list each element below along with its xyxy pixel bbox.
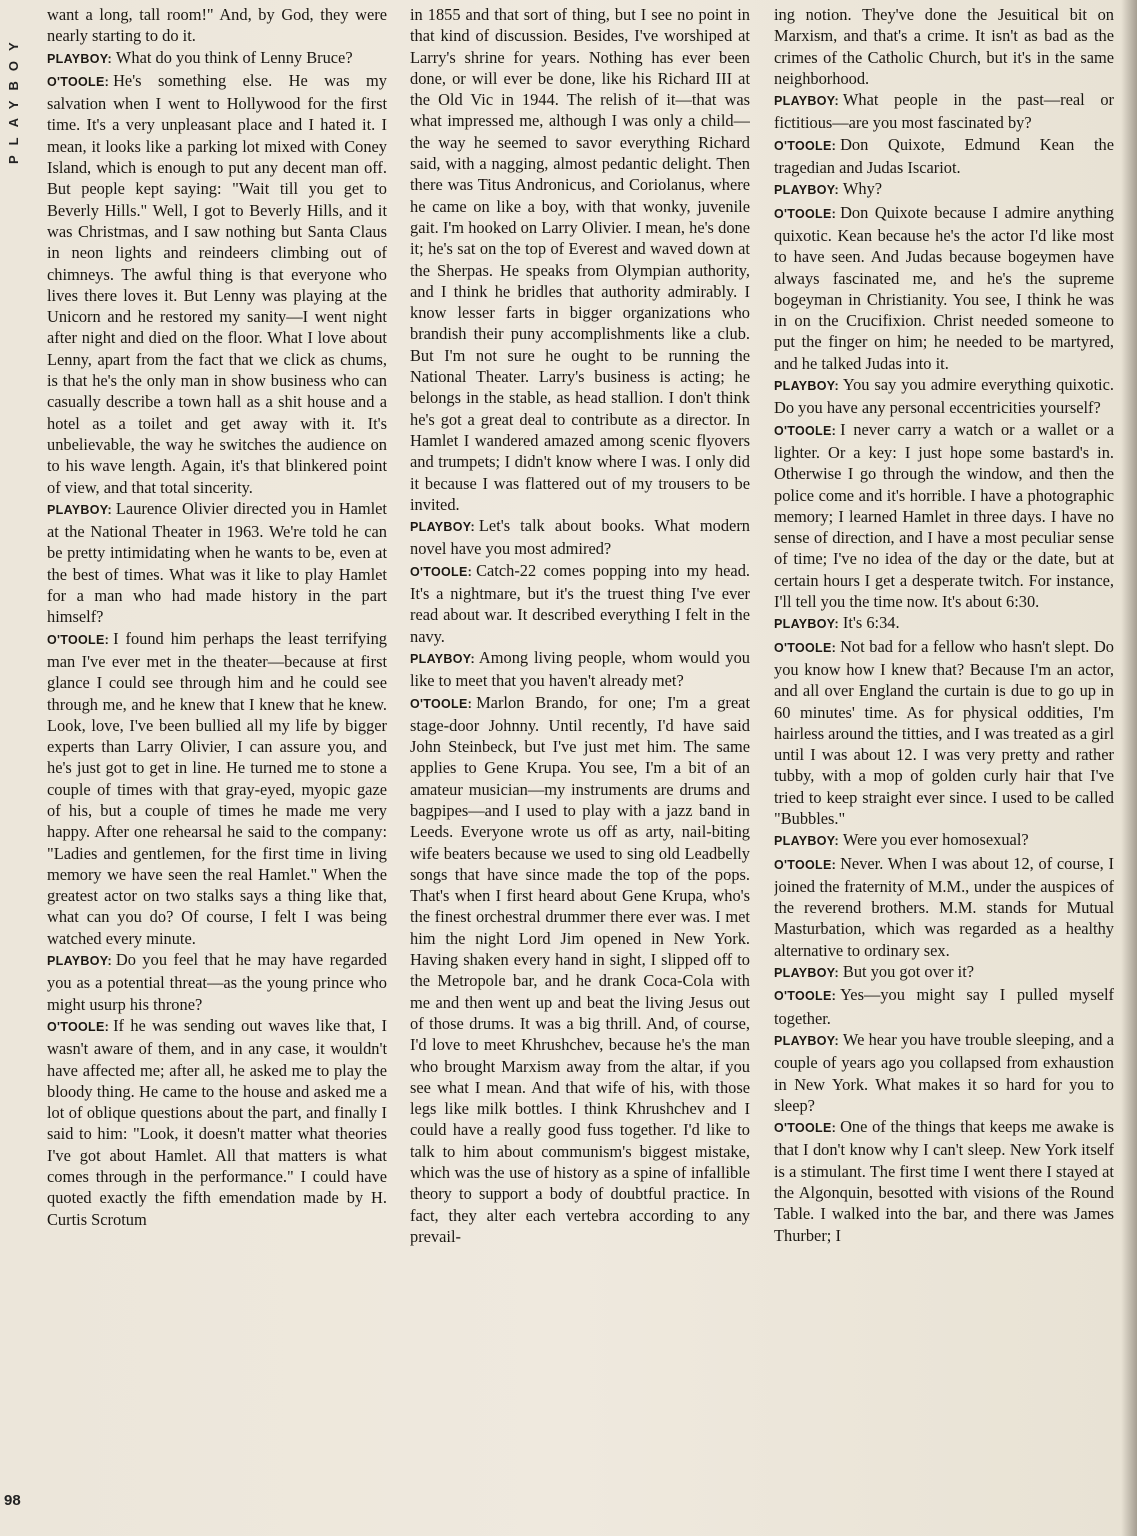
speaker-label: PLAYBOY: <box>774 1033 839 1048</box>
paragraph <box>774 89 1114 134</box>
speaker-label: PLAYBOY: <box>410 520 475 535</box>
paragraph-text: You say you admire everything quixotic. Do you have any personal eccentricities yourself? <box>774 375 1114 418</box>
paragraph <box>47 498 387 628</box>
speaker-label: PLAYBOY: <box>774 379 839 394</box>
paragraph-text: What people in the past—real or fictitious—are you most fascinated by? <box>774 90 1114 133</box>
text-column-1 <box>47 4 387 1534</box>
page-number: 98 <box>4 1492 21 1509</box>
speaker-label: O'TOOLE: <box>410 696 473 711</box>
running-head: PLAYBOY <box>6 32 21 164</box>
paragraph <box>774 636 1114 830</box>
paragraph <box>47 4 387 47</box>
paragraph-text: Do you feel that he may have regarded you as a potential threat—as the young prince who might usurp his throne? <box>47 950 387 1014</box>
paragraph-text: We hear you have trouble sleeping, and a couple of years ago you collapsed from exhaustion in New York. What makes it so hard for you to sleep? <box>774 1029 1114 1115</box>
paragraph <box>774 829 1114 852</box>
paragraph-text: He's something else. He was my salvation when I went to Hollywood for the first time. It's a very unpleasant place and I hated it. I mean, it looks like a parking lot mixed with Coney Island, which is enough to put any decent man off. But people kept saying: "Wait till you get to Beverly Hills." Well, I got to Beverly Hills, and it was Christmas, and I saw nothing but Santa Claus in neon lights and reindeers climbing out of chimneys. The awful thing is that everyone who lives there loves it. But Lenny was playing at the Unicorn and he restored my sanity—I went night after night and died on the floor. What I love about Lenny, apart from the fact that we click as chums, is that he's the only man in show business who can casually describe a town hall as a shit house and a hotel as a toilet and get away with it. It's unbelievable, the way he switches the audience on to his wave length. Again, it's that blinkered point of view, and that total sincerity. <box>47 70 387 497</box>
speaker-label: PLAYBOY: <box>47 954 112 969</box>
paragraph <box>774 202 1114 374</box>
paragraph <box>410 560 750 647</box>
speaker-label: PLAYBOY: <box>47 51 112 66</box>
paragraph-text: Don Quixote because I admire anything quixotic. Kean because he's the actor I'd like most to have seen. And Judas because bogeymen have always fascinated me, and he's the supreme bogeyman in Christianity. You see, I think he was in on the Crucifixion. Christ needed someone to put the finger on him; he needed to be martyred, and he talked Judas into it. <box>774 202 1114 373</box>
paragraph <box>774 4 1114 89</box>
speaker-label: PLAYBOY: <box>774 834 839 849</box>
paragraph <box>774 419 1114 613</box>
speaker-label: PLAYBOY: <box>47 502 112 517</box>
paragraph <box>47 949 387 1015</box>
paragraph-text: Yes—you might say I pulled myself together. <box>774 985 1114 1028</box>
speaker-label: PLAYBOY: <box>774 94 839 109</box>
paragraph-text: It's 6:34. <box>842 613 900 633</box>
paragraph-text: Don Quixote, Edmund Kean the tragedian and Judas Iscariot. <box>774 134 1114 178</box>
paragraph <box>774 612 1114 635</box>
paragraph-text: Let's talk about books. What modern novel have you most admired? <box>410 516 750 559</box>
speaker-label: O'TOOLE: <box>774 206 837 221</box>
speaker-label: O'TOOLE: <box>774 857 837 872</box>
paragraph-text: I never carry a watch or a wallet or a lighter. Or a key: I just hope some bastard's in. Otherwise I go through the window, and then the police come and it's horrible. I have a photographic memory; I learned Hamlet in three days. I have no sense of direction, and I have a most peculiar sense of time; I've no idea of the day or the date, but at certain hours I get a desperate twitch. For instance, I'll tell you the time now. It's about 6:30. <box>774 419 1114 612</box>
paragraph-text: want a long, tall room!" And, by God, they were nearly starting to do it. <box>47 5 387 46</box>
paragraph-text: Among living people, whom would you like to meet that you haven't already met? <box>410 647 750 691</box>
speaker-label: PLAYBOY: <box>774 183 839 198</box>
paragraph <box>47 47 387 70</box>
speaker-label: O'TOOLE: <box>47 632 110 647</box>
text-column-2 <box>410 4 750 1534</box>
paragraph <box>410 692 750 1248</box>
paragraph <box>47 70 387 498</box>
paragraph-text: Were you ever homosexual? <box>842 830 1029 850</box>
paragraph-text: Laurence Olivier directed you in Hamlet at the National Theater in 1963. We're told he can be pretty intimidating when he wants to be, even at the best of times. What was it like to play Hamlet for a man who had made history in the part himself? <box>47 498 387 627</box>
speaker-label: O'TOOLE: <box>47 1019 110 1034</box>
speaker-label: PLAYBOY: <box>410 651 475 666</box>
paragraph <box>774 1116 1114 1246</box>
speaker-label: O'TOOLE: <box>774 423 837 438</box>
paragraph <box>47 1015 387 1230</box>
paragraph-text: If he was sending out waves like that, I wasn't aware of them, and in any case, it wouldn't have affected me; after all, he asked me to play the bloody thing. He came to the house and asked me a lot of oblique questions about the part, and finally I said to him: "Look, it doesn't matter what theories I've got about Hamlet. All that matters is what comes through in the performance." I could have quoted exactly the fifth emendation made by H. Curtis Scrotum <box>47 1015 387 1229</box>
speaker-label: O'TOOLE: <box>774 138 837 153</box>
paragraph-text: I found him perhaps the least terrifying man I've ever met in the theater—because at first glance I could see through him and he could see through me, and he knew that I knew that he knew. Look, love, I've been bullied all my life by bigger experts than Larry Olivier, I can assure you, and he's just got to get in line. He turned me to stone a couple of times with that gray-eyed, myopic gaze of his, but a couple of times he made me very happy. After one rehearsal he said to the company: "Ladies and gentlemen, for the first time in living memory we have seen the real Hamlet." When the greatest actor on two stalks says a thing like that, what can you do? Of course, I felt I was being watched every minute. <box>47 628 387 948</box>
speaker-label: O'TOOLE: <box>774 989 837 1004</box>
binding-shadow <box>1121 0 1137 1536</box>
paragraph-text: One of the things that keeps me awake is that I don't know why I can't sleep. New York itself is a stimulant. The first time I went there I stayed at the Algonquin, besotted with visions of the Round Table. I walked into the bar, and there was James Thurber; I <box>774 1117 1114 1245</box>
paragraph-text: Catch-22 comes popping into my head. It's a nightmare, but it's the truest thing I've ever read about war. It described everything I felt in the navy. <box>410 560 750 646</box>
paragraph-text: What do you think of Lenny Bruce? <box>115 47 353 67</box>
paragraph-text: Never. When I was about 12, of course, I joined the fraternity of M.M., under the auspices of the reverend brothers. M.M. stands for Mutual Masturbation, which was regarded as a healthy alternative to ordinary sex. <box>774 853 1114 960</box>
paragraph-text: Why? <box>842 179 883 199</box>
speaker-label: PLAYBOY: <box>774 966 839 981</box>
paragraph-text: Not bad for a fellow who hasn't slept. Do you know how I knew that? Because I'm an actor, and all over England the curtain is due to go up in 60 minutes' time. As for physical oddities, I'm hairless around the titties, and I was treated as a girl until I was about 12. I was very pretty and rather tubby, with a mop of golden curly hair that I've tried to keep straight ever since. I used to be called "Bubbles." <box>774 636 1114 828</box>
paragraph-text: in 1855 and that sort of thing, but I see no point in that kind of discussion. Besides, I've worshiped at Larry's shrine for years. Nothing has ever been done, or will ever be done, like his Richard III at the Old Vic in 1944. The relish of it—that was what impressed me, although I was only a child—the way he seemed to savor everything Richard said, with a nagging, almost pedantic delight. Then there was Titus Andronicus, and Coriolanus, where he came on like a boy, with that wonky, juvenile gait. I'm hooked on Larry Olivier. I mean, he's done it; he's sat on the top of Everest and waved down at the Sherpas. He speaks from Olympian authority, and I think he bridles that authority admirably. I know lesser farts in bigger organizations who brandish their puny accomplishments like a club. But I'm not sure he ought to be running the National Theater. Larry's business is acting; he belongs in the stable, as head stallion. I don't think he's got a great deal to contribute as a director. In Hamlet I wandered amazed among scenic flyovers and trumpets; I didn't know where I was. I only did it because I was flattered out of my trousers to be invited. <box>410 5 750 514</box>
paragraph <box>774 178 1114 201</box>
paragraph <box>774 134 1114 179</box>
speaker-label: O'TOOLE: <box>774 1121 837 1136</box>
paragraph <box>774 984 1114 1029</box>
speaker-label: O'TOOLE: <box>47 74 110 89</box>
speaker-label: O'TOOLE: <box>410 564 473 579</box>
speaker-label: PLAYBOY: <box>774 617 839 632</box>
paragraph <box>410 515 750 560</box>
paragraph <box>774 961 1114 984</box>
paragraph <box>774 853 1114 961</box>
paragraph <box>410 4 750 515</box>
speaker-label: O'TOOLE: <box>774 640 837 655</box>
paragraph <box>47 628 387 949</box>
paragraph-text: ing notion. They've done the Jesuitical bit on Marxism, and that's a crime. It isn't as bad as the crimes of the Catholic Church, but it's in the same neighborhood. <box>774 5 1114 88</box>
text-column-3 <box>774 4 1114 1534</box>
paragraph-text: Marlon Brando, for one; I'm a great stage-door Johnny. Until recently, I'd have said John Steinbeck, but I've just met him. The same applies to Gene Krupa. You see, I'm a bit of an amateur musician—my instruments are drums and bagpipes—and I used to play with a jazz band in Leeds. Everyone wrote us off as arty, nail-biting wife beaters because we used to sing old Leadbelly songs that have since made the top of the pops. That's when I first heard about Gene Krupa, who's the finest orchestral drummer there ever was. I met him the night Lord Jim opened in New York. Having shaken every hand in sight, I slipped off to the Metropole bar, and he drank Coca-Cola with me and then went up and beat the living Jesus out of those drums. It was a big thrill. And, of course, I'd love to meet Khrushchev, because he's the man who brought Marxism away from the altar, if you see what I mean. And that wife of his, with those legs like milk bottles. I think Khrushchev and I could have a really good fuss together. I'd like to talk to him about communism's biggest mistake, which was the use of history as a spine of infallible theory to support a body of doubtful practice. In fact, they alter each vertebra according to any prevail- <box>410 692 750 1246</box>
paragraph <box>774 374 1114 419</box>
paragraph <box>774 1029 1114 1116</box>
paragraph-text: But you got over it? <box>842 962 975 982</box>
paragraph <box>410 647 750 692</box>
